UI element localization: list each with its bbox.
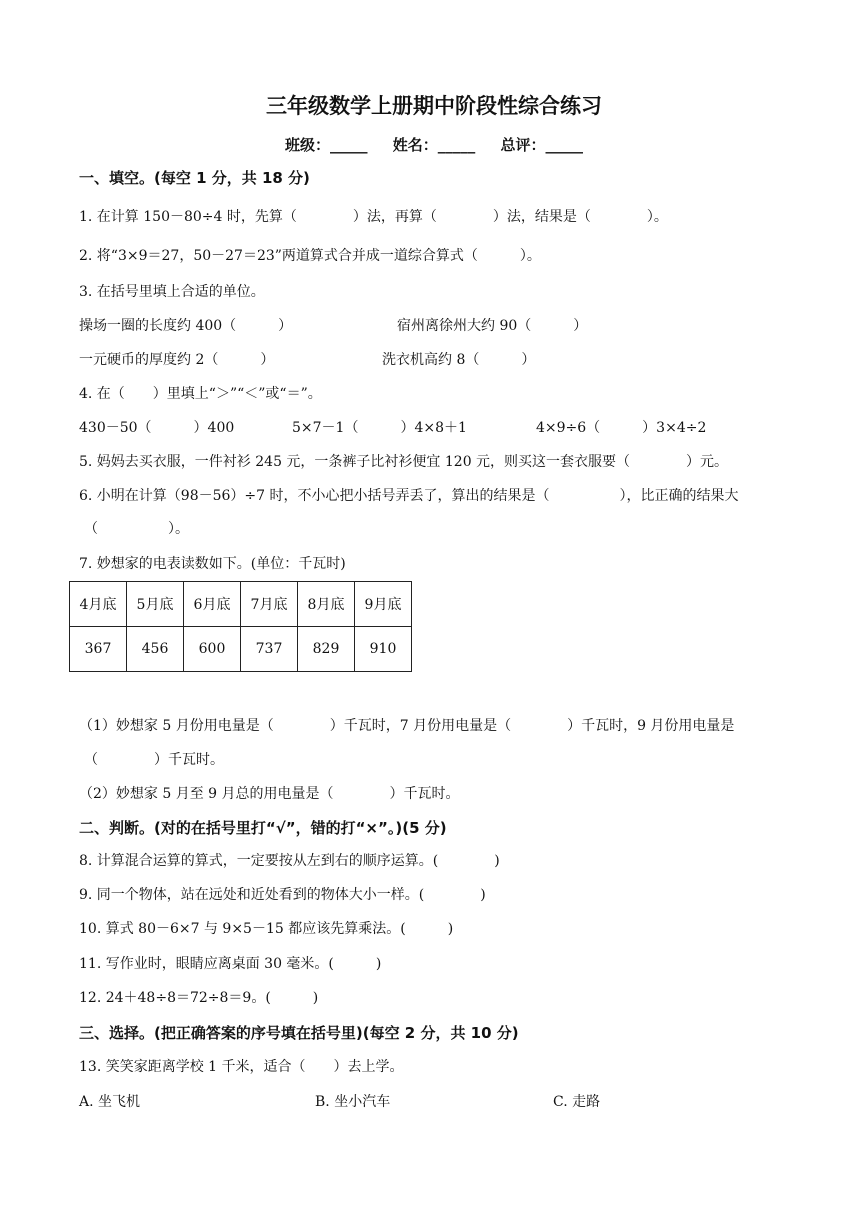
table-row-months [70, 582, 412, 627]
table-cell: 367 [70, 627, 127, 672]
score-field: 总评：_____ [500, 136, 583, 154]
question-7-part-1-continued: （ ）千瓦时。 [84, 752, 224, 768]
question-11: 11. 写作业时，眼睛应离桌面 30 毫米。( ) [79, 956, 382, 972]
question-9: 9. 同一个物体，站在远处和近处看到的物体大小一样。( ) [79, 887, 486, 903]
question-1: 1. 在计算 150－80÷4 时，先算（ ）法，再算（ ）法，结果是（ ）。 [79, 209, 668, 225]
question-13-option-c: C. 走路 [553, 1094, 601, 1110]
question-13-option-b: B. 坐小汽车 [315, 1094, 391, 1110]
question-4-item-c: 4×9÷6（ ）3×4÷2 [536, 420, 707, 436]
section-heading-true-false: 二、判断。(对的在括号里打“√”，错的打“×”。)(5 分) [79, 819, 447, 837]
table-header-cell: 8月底 [298, 582, 355, 627]
class-field: 班级：_____ [284, 136, 368, 154]
question-3: 3. 在括号里填上合适的单位。 [79, 284, 265, 300]
question-3-item-d: 洗衣机高约 8（ ） [382, 352, 536, 368]
question-12: 12. 24＋48÷8＝72÷8＝9。( ) [79, 990, 319, 1006]
question-6: 6. 小明在计算（98－56）÷7 时，不小心把小括号弄丢了，算出的结果是（ ），比正确的结果大 [79, 488, 739, 504]
table-header-cell: 7月底 [241, 582, 298, 627]
question-10: 10. 算式 80－6×7 与 9×5－15 都应该先算乘法。( ) [79, 921, 454, 937]
table-cell: 829 [298, 627, 355, 672]
table-header-cell: 9月底 [355, 582, 412, 627]
question-3-item-a: 操场一圈的长度约 400（ ） [79, 318, 293, 334]
electricity-meter-table [69, 581, 412, 672]
table-cell: 456 [127, 627, 184, 672]
question-6-continued: （ ）。 [84, 521, 189, 537]
question-3-item-b: 宿州离徐州大约 90（ ） [397, 318, 588, 334]
table-cell: 737 [241, 627, 298, 672]
table-header-cell: 4月底 [70, 582, 127, 627]
section-heading-multiple-choice: 三、选择。(把正确答案的序号填在括号里)(每空 2 分，共 10 分) [79, 1024, 519, 1042]
name-field: 姓名：_____ [392, 136, 476, 154]
question-3-item-c: 一元硬币的厚度约 2（ ） [79, 352, 275, 368]
question-4-item-b: 5×7－1（ ）4×8＋1 [292, 420, 467, 436]
question-7-part-2: （2）妙想家 5 月至 9 月总的用电量是（ ）千瓦时。 [79, 786, 460, 802]
table-row-readings [70, 627, 412, 672]
question-8: 8. 计算混合运算的算式，一定要按从左到右的顺序运算。( ) [79, 853, 500, 869]
page-title: 三年级数学上册期中阶段性综合练习 [266, 94, 602, 118]
table-cell: 600 [184, 627, 241, 672]
student-info-line [0, 134, 868, 155]
question-7-part-1: （1）妙想家 5 月份用电量是（ ）千瓦时，7 月份用电量是（ ）千瓦时，9 月份用电量是 [79, 718, 735, 734]
table-header-cell: 5月底 [127, 582, 184, 627]
question-4-item-a: 430－50（ ）400 [79, 420, 235, 436]
section-heading-fill-in: 一、填空。(每空 1 分，共 18 分) [79, 169, 310, 187]
question-5: 5. 妈妈去买衣服，一件衬衫 245 元，一条裤子比衬衫便宜 120 元，则买这一套衣服要（ ）元。 [79, 454, 729, 470]
question-13: 13. 笑笑家距离学校 1 千米，适合（ ）去上学。 [79, 1059, 404, 1075]
question-4: 4. 在（ ）里填上“＞”“＜”或“＝”。 [79, 386, 322, 402]
question-2: 2. 将“3×9＝27，50－27＝23”两道算式合并成一道综合算式（ ）。 [79, 248, 541, 264]
question-13-option-a: A. 坐飞机 [79, 1094, 141, 1110]
question-7: 7. 妙想家的电表读数如下。(单位：千瓦时) [79, 556, 346, 572]
table-header-cell: 6月底 [184, 582, 241, 627]
table-cell: 910 [355, 627, 412, 672]
